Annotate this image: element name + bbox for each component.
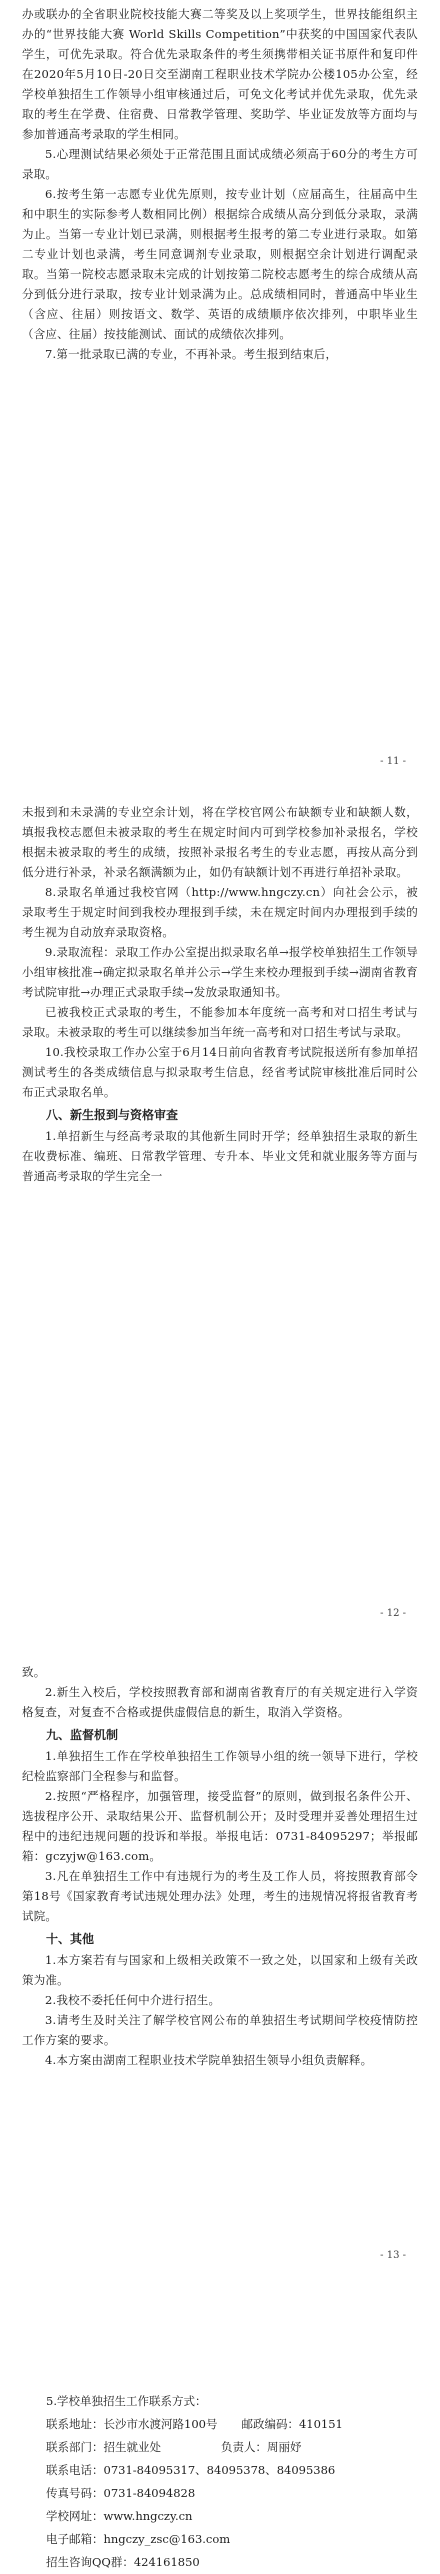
page-12: [0, 802, 440, 1634]
postcode: 邮政编码：410151: [241, 2417, 343, 2431]
paragraph: 3.请考生及时关注了解学校官网公布的单独招生考试期间学校疫情防控工作方案的要求。: [22, 2013, 418, 2047]
contact-row-office: [46, 2436, 343, 2459]
email[interactable]: 电子邮箱：hngczy_zsc@163.com: [46, 2532, 231, 2546]
paragraph: 6.按考生第一志愿专业优先原则，按专业计划（应届高生，往届高中生和中职生的实际参考人数相同比例）根据综合成绩从高分到低分录取，录满为止。当第一专业计划已录满，则根据考生报考的第二专业进行录取。如第二专业计划也录满，考生同意调剂专业录取，则根据空余计划进行调配录取。当第一院校志愿录取未完成的计划按第二院校志愿考生的综合成绩从高分到低分进行录取，按专业计划录满为止。总成绩相同时，普通高中毕业生（含应、往届）则按语文、数学、英语的成绩顺序依次排列，中职毕业生（含应、往届）按技能测试、面试的成绩依次排列。: [22, 187, 418, 341]
website[interactable]: 学校网址：www.hngczy.cn: [46, 2509, 193, 2523]
paragraph: 1.单招新生与经高考录取的其他新生同时开学；经单独招生录取的新生在收费标准、编班、日常教学管理、专升本、毕业文凭和就业服务等方面与普通高考录取的学生完全一: [22, 1129, 418, 1183]
page-number: - 12 -: [380, 1608, 406, 1619]
contact-info: [46, 2390, 343, 2574]
fax: 传真号码：0731-84094828: [46, 2486, 196, 2500]
paragraph: 2.按照“严格程序，加强管理，接受监督”的原则，做到报名条件公开、选拔程序公开、录取结果公开、监督机制公开；及时受理并妥善处理招生过程中的违纪违规问题的投诉和举报。举报电话：0731-84095297；举报邮箱：gczyjw@163.com。: [22, 1789, 418, 1863]
section-heading: 十、其他: [46, 1932, 95, 1946]
paragraph: 3.凡在单独招生工作中有违规行为的考生及工作人员，将按照教育部令第18号《国家教育考试违规处理办法》处理，考生的违规情况将报省教育考试院。: [22, 1869, 418, 1923]
paragraph: 8.录取名单通过我校官网（http://www.hngczy.cn）向社会公示，被录取考生于规定时间到我校办理报到手续，未在规定时间内办理报到手续的考生视为自动放弃录取资格。: [22, 885, 418, 939]
paragraph: 未报到和未录满的专业空余计划，将在学校官网公布缺额专业和缺额人数，填报我校志愿但未被录取的考生在规定时间内可到学校参加补录报名，学校根据未被录取的考生的成绩，按照补录报名考生的专业志愿，再按从高分到低分进行补录，补录名额满额为止，如仍有缺额计划不再进行单招补录取。: [22, 805, 418, 879]
address: 联系地址：长沙市水渡河路100号: [46, 2417, 218, 2431]
paragraph: 2.我校不委托任何中介进行招生。: [45, 1993, 221, 2007]
paragraph: 已被我校正式录取的考生，不能参加本年度统一高考和对口招生考试与录取。未被录取的考生可以继续参加当年统一高考和对口招生考试与录取。: [22, 1005, 418, 1039]
paragraph: 2.新生入校后，学校按照教育部和湖南省教育厅的有关规定进行入学资格复查，对复查不合格或提供虚假信息的新生，取消入学资格。: [22, 1685, 418, 1719]
page-11: [0, 4, 440, 782]
page-number: - 11 -: [380, 756, 406, 767]
page-number: - 13 -: [380, 2250, 406, 2261]
qq-group: 招生咨询QQ群：424161850: [46, 2555, 200, 2569]
paragraph: 10.我校录取工作办公室于6月14日前向省教育考试院报送所有参加单招测试考生的各类成绩信息与拟录取考生信息，经省考试院审核批准后同时公布正式录取名单。: [22, 1045, 418, 1099]
phone: 联系电话：0731-84095317、84095378、84095386: [46, 2463, 336, 2477]
paragraph: 7.第一批录取已满的专业，不再补录。考生报到结束后，: [45, 347, 338, 361]
paragraph: 1.单独招生工作在学校单独招生工作领导小组的统一领导下进行，学校纪检监察部门全程参与和监督。: [22, 1749, 418, 1783]
paragraph: 4.本方案由湖南工程职业技术学院单独招生领导小组负责解释。: [45, 2053, 373, 2067]
page-14: [0, 2300, 440, 2569]
office: 联系部门：招生就业处: [46, 2440, 161, 2454]
paragraph: 1.本方案若有与国家和上级相关政策不一致之处，以国家和上级有关政策为准。: [22, 1953, 418, 1987]
paragraph: 办或联办的全省职业院校技能大赛二等奖及以上奖项学生，世界技能组织主办的“世界技能大赛 World Skills Competition”中获奖的中国国家代表队学生，可优先录取。符合优先录取条件的考生须携带相关证书原件和复印件在2020年5月10日-20日交至湖南工程职业技术学院办公楼105办公室，经学校单独招生工作领导小组审核通过后，可免文化考试并优先录取，优先录取的考生在学费、住宿费、日常教学管理、奖助学、毕业证发放等方面均与参加普通高考录取的学生相同。: [22, 7, 418, 141]
person: 负责人：周丽妤: [221, 2440, 302, 2454]
section-heading: 八、新生报到与资格审查: [46, 1108, 179, 1122]
paragraph: 9.录取流程：录取工作办公室提出拟录取名单→报学校单独招生工作领导小组审核批准→确定拟录取名单并公示→学生来校办理报到手续→湖南省教育考试院审批→办理正式录取手续→发放录取通知书。: [22, 945, 418, 999]
paragraph: 致。: [22, 1665, 46, 1679]
paragraph: 5.心理测试结果必须处于正常范围且面试成绩必须高于60分的考生方可录取。: [22, 147, 418, 181]
page-13: [0, 1662, 440, 2290]
section-heading: 九、监督机制: [46, 1728, 119, 1742]
contact-row-address: [46, 2413, 343, 2436]
contact-heading: 5.学校单独招生工作联系方式：: [46, 2394, 207, 2408]
